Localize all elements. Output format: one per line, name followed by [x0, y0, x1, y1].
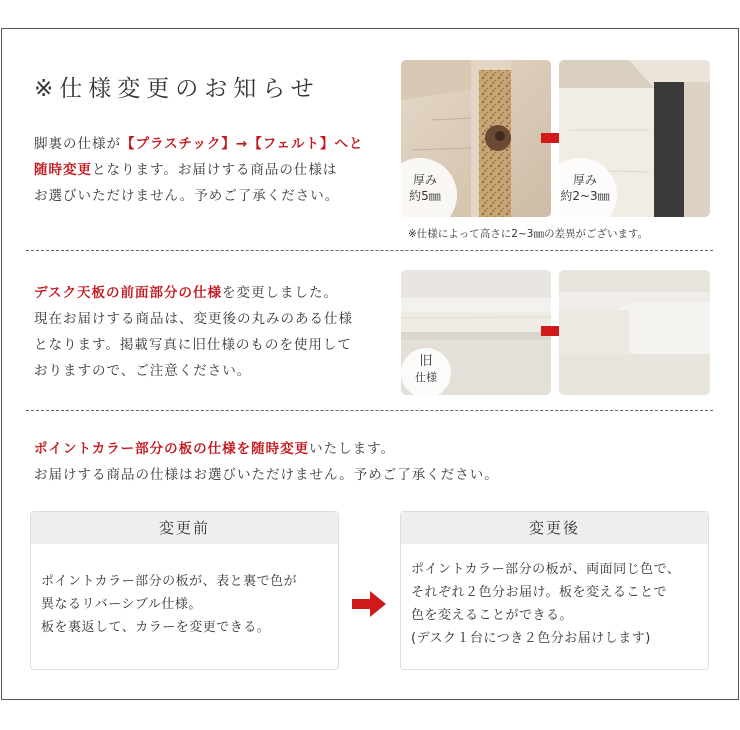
photo-felt-foot [559, 60, 710, 217]
after-change-box [400, 511, 709, 670]
height-note: ※仕様によって高さに2~3㎜の差異がございます。 [408, 228, 649, 240]
after-change-heading: 変更後 [401, 512, 708, 544]
after-change-body: ポイントカラー部分の板が、両面同じ色で、 それぞれ２色分お届け。板を変えることで 色を変えることができる。 (デスク１台につき２色分お届けします) [411, 562, 681, 646]
divider-2 [26, 410, 713, 411]
page-title: ※仕様変更のお知らせ [34, 76, 320, 102]
photo-new-rounded-edge [559, 270, 710, 395]
section2-text: デスク天板の前面部分の仕様を変更しました。 現在お届けする商品は、変更後の丸みのある仕様 となります。掲載写真に旧仕様のものを使用して おりますので、ご注意ください。 [34, 285, 353, 379]
before-change-box [30, 511, 339, 670]
before-change-body: ポイントカラー部分の板が、表と裏で色が 異なるリバーシブル仕様。 板を裏返して、カラーを変更できる。 [41, 574, 298, 635]
arrow-right-icon [352, 591, 386, 617]
divider-1 [26, 250, 713, 251]
old-spec-badge: 旧 仕様 [401, 348, 451, 395]
thickness-badge-before: 厚み 約5㎜ [401, 158, 457, 217]
thickness-badge-after: 厚み 約2~3㎜ [559, 158, 617, 217]
photo-plastic-foot [401, 60, 551, 217]
before-change-heading: 変更前 [31, 512, 338, 544]
section1-text: 脚裏の仕様が【プラスチック】→【フェルト】へと 随時変更となります。お届けする商品の仕様は お選びいただけません。予めご了承ください。 [34, 136, 364, 204]
photo-old-edge [401, 270, 551, 395]
section3-text: ポイントカラー部分の板の仕様を随時変更いたします。 お届けする商品の仕様はお選びいただけません。予めご了承ください。 [34, 441, 499, 483]
